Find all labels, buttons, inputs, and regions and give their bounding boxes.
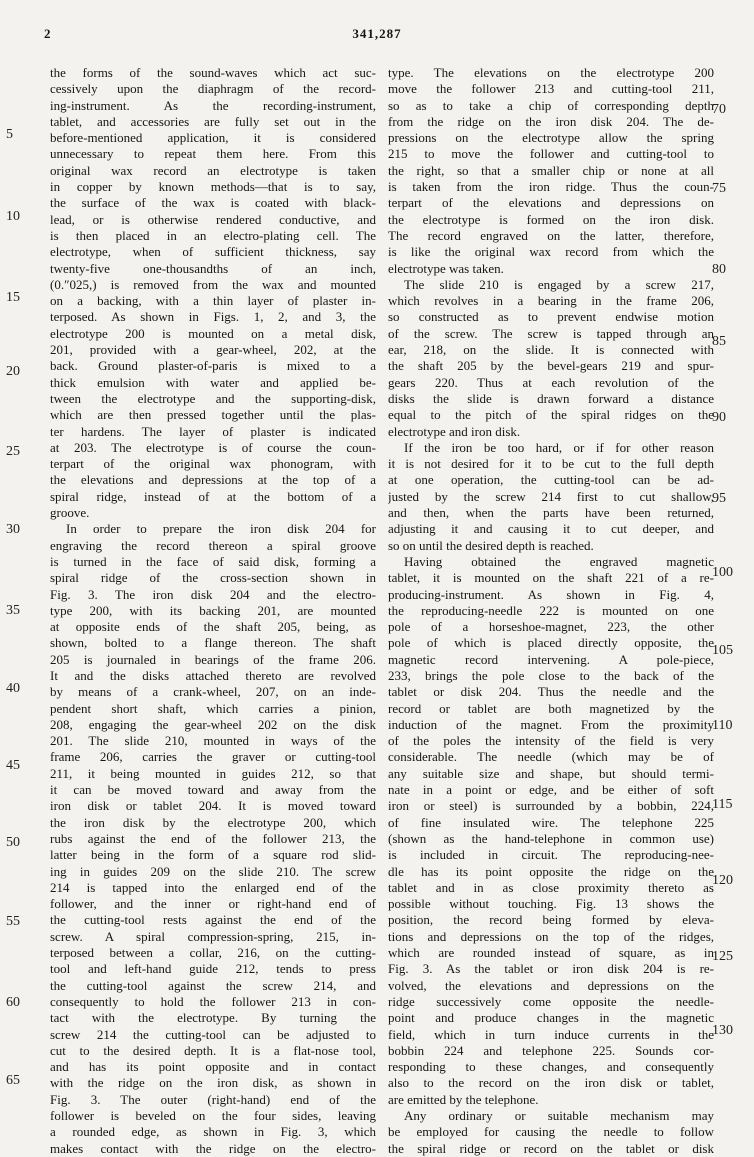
text-line: and has its point opposite and in contact xyxy=(50,1059,376,1075)
text-line: lead, or is otherwise rendered conductive, and xyxy=(50,211,376,227)
line-number: 105 xyxy=(712,643,733,658)
text-line: also to the record on the iron disk or tablet, xyxy=(388,1075,714,1091)
text-line: pole of which is placed directly opposite, the xyxy=(388,635,714,651)
text-line: rubs against the end of the follower 213, the xyxy=(50,830,376,846)
line-number: 55 xyxy=(6,914,20,929)
text-line: field, which in turn induce currents in the xyxy=(388,1026,714,1042)
text-line: spiral ridge of the cross-section shown in xyxy=(50,570,376,586)
text-line: terposed. As shown in Figs. 1, 2, and 3, the xyxy=(50,309,376,325)
text-line: at 203. The electrotype is of course the coun- xyxy=(50,439,376,455)
text-line: screw 214 the cutting-tool can be adjusted to xyxy=(50,1026,376,1042)
patent-number: 341,287 xyxy=(352,26,402,41)
text-line: are emitted by the telephone. xyxy=(388,1091,539,1107)
text-line: consequently to hold the follower 213 in con- xyxy=(50,993,376,1009)
text-line: induction of the magnet. From the proximity xyxy=(388,716,714,732)
text-line: follower is beveled on the four sides, leaving xyxy=(50,1108,376,1123)
text-line: is then placed in an electro-plating cell. The xyxy=(50,227,376,243)
text-line: equal to the pitch of the spiral ridges on the xyxy=(388,407,714,423)
left-text-column xyxy=(50,65,376,1157)
line-number: 25 xyxy=(6,444,20,459)
text-line: Any ordinary or suitable mechanism may xyxy=(404,1108,714,1123)
line-number: 35 xyxy=(6,603,20,618)
line-number: 130 xyxy=(712,1023,733,1038)
text-line: ear, 218, on the slide. It is connected with xyxy=(388,342,714,358)
text-line: latter being in the form of a square rod slid- xyxy=(50,847,376,863)
line-number: 110 xyxy=(712,718,733,733)
text-line: the right, so that a smaller chip or none at all xyxy=(388,162,714,178)
text-line: the elevations and depressions at the top of a xyxy=(50,472,376,488)
text-line: engraving the record thereon a spiral groove xyxy=(50,537,376,553)
line-number: 125 xyxy=(712,949,733,964)
text-line: ing in guides 209 on the slide 210. The screw xyxy=(50,863,376,879)
line-number: 65 xyxy=(6,1073,20,1088)
text-line: type 200, with its backing 201, are mounted xyxy=(50,602,376,618)
text-line: the cutting-tool rests against the end of the xyxy=(50,912,376,928)
line-number: 80 xyxy=(712,262,726,277)
right-text-column xyxy=(388,65,714,1157)
text-line: screw. A spiral compression-spring, 215, in- xyxy=(50,928,376,944)
text-line: at one operation, the cutting-tool can be ad- xyxy=(388,472,714,488)
text-line: tool and left-hand guide 212, tends to press xyxy=(50,961,376,977)
text-line: so constructed as to prevent endwise motion xyxy=(388,309,714,325)
text-line: cessively upon the diaphragm of the record- xyxy=(50,81,376,97)
text-line: tablet, and accessories are fully set out in the xyxy=(50,113,376,129)
text-line: which revolves in a bearing in the frame 206, xyxy=(388,293,714,309)
text-line: In order to prepare the iron disk 204 for xyxy=(66,521,376,537)
line-number: 60 xyxy=(6,995,20,1010)
text-line: ter hardens. The layer of plaster is indicated xyxy=(50,423,376,439)
text-line: dle has its point opposite the ridge on the xyxy=(388,863,714,879)
text-line: is taken from the iron ridge. Thus the coun- xyxy=(388,179,714,195)
text-line: 215 to move the follower and cutting-tool to xyxy=(388,146,714,162)
text-line: it is not desired for it to be cut to the full depth xyxy=(388,456,714,472)
text-line: back. Ground plaster-of-paris is mixed to a xyxy=(50,358,376,374)
text-line: disks the slide is drawn forward a distance xyxy=(388,390,714,406)
text-line: so as to take a chip of corresponding depth xyxy=(388,97,714,113)
text-line: pendent short shaft, which carries a pinion, xyxy=(50,700,376,716)
text-line: 208, engaging the gear-wheel 202 on the disk xyxy=(50,716,376,732)
text-line: from the ridge on the iron disk 204. The de- xyxy=(388,113,714,129)
text-line: the iron disk by the electrotype 200, which xyxy=(50,814,376,830)
text-line: the shaft 205 by the bevel-gears 219 and spur- xyxy=(388,358,714,374)
text-line: Having obtained the engraved magnetic xyxy=(404,553,714,569)
text-line: tact with the electrotype. By turning the xyxy=(50,1010,376,1026)
text-line: any suitable size and shape, but should termi- xyxy=(388,765,714,781)
text-line: and then, when the parts have been returned, xyxy=(388,505,714,521)
line-number: 90 xyxy=(712,410,726,425)
text-line: of fine insulated wire. The telephone 225 xyxy=(388,814,714,830)
line-number: 20 xyxy=(6,364,20,379)
text-line: iron or steel) is surrounded by a bobbin, 224, xyxy=(388,798,714,814)
text-line: gears 220. Thus at each revolution of the xyxy=(388,374,714,390)
text-line: spiral ridge, instead of at the bottom of a xyxy=(50,488,376,504)
text-line: justed by the screw 214 first to cut shallow, xyxy=(388,488,714,504)
text-line: twenty-five one-thousandths of an inch, xyxy=(50,260,376,276)
text-line: a rounded edge, as shown in Fig. 3, which xyxy=(50,1124,376,1140)
text-line: bobbin 224 and telephone 225. Sounds cor- xyxy=(388,1042,714,1058)
text-line: (shown as the hand-telephone in common use) xyxy=(388,830,714,846)
text-line: Fig. 3. The iron disk 204 and the electro- xyxy=(50,586,376,602)
text-line: electrotype, when of sufficient thickness, say xyxy=(50,244,376,260)
text-line: shown, bolted to a flange thereon. The shaft xyxy=(50,635,376,651)
text-line: cut to the desired depth. It is a flat-nose tool, xyxy=(50,1042,376,1058)
text-line: It and the disks attached thereto are revolved xyxy=(50,667,376,683)
text-line: record or tablet are both magnetized by the xyxy=(388,700,714,716)
text-line: 214 is tapped into the enlarged end of the xyxy=(50,879,376,895)
text-line: electrotype 200 is mounted on a metal disk, xyxy=(50,325,376,341)
text-line: tablet, it is mounted on the shaft 221 of a re- xyxy=(388,570,714,586)
line-number: 70 xyxy=(712,102,726,117)
text-line: position, the record being formed by eleva- xyxy=(388,912,714,928)
text-line: the cutting-tool against the screw 214, and xyxy=(50,977,376,993)
text-line: 211, it being mounted in guides 212, so that xyxy=(50,765,376,781)
text-line: terpart of the original wax phonogram, with xyxy=(50,456,376,472)
text-line: electrotype was taken. xyxy=(388,260,504,276)
text-line: 201, provided with a gear-wheel, 202, at the xyxy=(50,342,376,358)
line-number: 120 xyxy=(712,873,733,888)
text-line: possible without touching. Fig. 13 shows the xyxy=(388,896,714,912)
text-line: original wax record an electrotype is taken xyxy=(50,162,376,178)
text-line: so on until the desired depth is reached. xyxy=(388,537,594,553)
text-line: is turned in the face of said disk, forming a xyxy=(50,553,376,569)
line-number: 50 xyxy=(6,835,20,850)
text-line: type. The elevations on the electrotype 200 xyxy=(388,65,714,80)
text-line: 201. The slide 210, mounted in ways of the xyxy=(50,733,376,749)
text-line: magnetic record intervening. A pole-piece, xyxy=(388,651,714,667)
text-line: electrotype and iron disk. xyxy=(388,423,521,439)
text-line: terpart of the elevations and depressions on xyxy=(388,195,714,211)
text-line: ing-instrument. As the recording-instrument, xyxy=(50,97,376,113)
text-line: unnecessary to repeat them here. From this xyxy=(50,146,376,162)
line-number: 75 xyxy=(712,181,726,196)
page-header xyxy=(0,26,754,46)
text-line: be employed for causing the needle to follow xyxy=(388,1124,714,1140)
line-number: 95 xyxy=(712,491,726,506)
text-line: ridge successively come opposite the needle- xyxy=(388,993,714,1009)
text-line: Fig. 3. The outer (right-hand) end of the xyxy=(50,1091,376,1107)
line-number: 30 xyxy=(6,522,20,537)
page-number: 2 xyxy=(44,26,51,41)
text-line: pressions on the electrotype allow the spring xyxy=(388,130,714,146)
text-line: thick emulsion with water and applied be- xyxy=(50,374,376,390)
text-line: If the iron be too hard, or if for other reason xyxy=(404,439,714,455)
text-line: which are rounded instead of square, as in xyxy=(388,945,714,961)
text-line: is included in circuit. The reproducing-nee- xyxy=(388,847,714,863)
text-line: terposed between a collar, 216, on the cutting- xyxy=(50,945,376,961)
text-line: which are then pressed together until the plas- xyxy=(50,407,376,423)
text-line: follower, and the inner or right-hand end of xyxy=(50,896,376,912)
text-line: tions and depressions on the top of the ridges, xyxy=(388,928,714,944)
text-line: it can be moved toward and away from the xyxy=(50,782,376,798)
text-line: iron disk or tablet 204. It is moved toward xyxy=(50,798,376,814)
text-line: before-mentioned application, it is considered xyxy=(50,130,376,146)
text-line: on a backing, with a thin layer of plaster in- xyxy=(50,293,376,309)
text-line: of the poles the intensity of the field is very xyxy=(388,733,714,749)
text-line: makes contact with the ridge on the electro- xyxy=(50,1140,376,1156)
text-line: responding to these changes, and consequently xyxy=(388,1059,714,1075)
text-line: by means of a crank-wheel, 207, on an inde- xyxy=(50,684,376,700)
text-line: tablet or disk 204. Thus the needle and the xyxy=(388,684,714,700)
text-line: considerable. The needle (which may be of xyxy=(388,749,714,765)
line-number: 45 xyxy=(6,758,20,773)
line-number: 15 xyxy=(6,290,20,305)
text-line: point and produce changes in the magnetic xyxy=(388,1010,714,1026)
text-line: at opposite ends of the shaft 205, being, as xyxy=(50,619,376,635)
text-line: 233, brings the pole close to the back of the xyxy=(388,667,714,683)
text-line: nate in a point or edge, and be either of soft xyxy=(388,782,714,798)
text-line: the surface of the wax is coated with black- xyxy=(50,195,376,211)
line-number: 100 xyxy=(712,565,733,580)
text-line: in copper by known methods—that is to say, xyxy=(50,179,376,195)
line-number: 5 xyxy=(6,127,13,142)
text-line: with the ridge on the iron disk, as shown in xyxy=(50,1075,376,1091)
text-line: frame 206, carries the graver or cutting-tool xyxy=(50,749,376,765)
text-line: is like the original wax record from which the xyxy=(388,244,714,260)
text-line: producing-instrument. As shown in Fig. 4, xyxy=(388,586,714,602)
text-line: adjusting it and causing it to cut deeper, and xyxy=(388,521,714,537)
text-line: move the follower 213 and cutting-tool 211, xyxy=(388,81,714,97)
line-number: 85 xyxy=(712,334,726,349)
text-line: the spiral ridge or record on the tablet or disk xyxy=(388,1140,714,1156)
text-line: the forms of the sound-waves which act suc- xyxy=(50,65,376,80)
line-number: 40 xyxy=(6,681,20,696)
text-line: tween the electrotype and the supporting-disk, xyxy=(50,390,376,406)
text-line: (0.″025,) is removed from the wax and mounted xyxy=(50,276,376,292)
text-line: tablet and in as close proximity thereto as xyxy=(388,879,714,895)
text-line: pole of a horseshoe-magnet, 223, the other xyxy=(388,619,714,635)
text-line: The record engraved on the latter, therefore, xyxy=(388,227,714,243)
text-line: volved, the elevations and depressions on the xyxy=(388,977,714,993)
text-line: groove. xyxy=(50,505,90,521)
line-number: 115 xyxy=(712,797,733,812)
text-line: The slide 210 is engaged by a screw 217, xyxy=(404,276,714,292)
text-line: 205 is journaled in bearings of the frame 206. xyxy=(50,651,376,667)
text-line: Fig. 3. As the tablet or iron disk 204 is re- xyxy=(388,961,714,977)
line-number: 10 xyxy=(6,209,20,224)
text-line: the reproducing-needle 222 is mounted on one xyxy=(388,602,714,618)
text-line: the electrotype is formed on the iron disk. xyxy=(388,211,714,227)
text-line: of the screw. The screw is tapped through an xyxy=(388,325,714,341)
